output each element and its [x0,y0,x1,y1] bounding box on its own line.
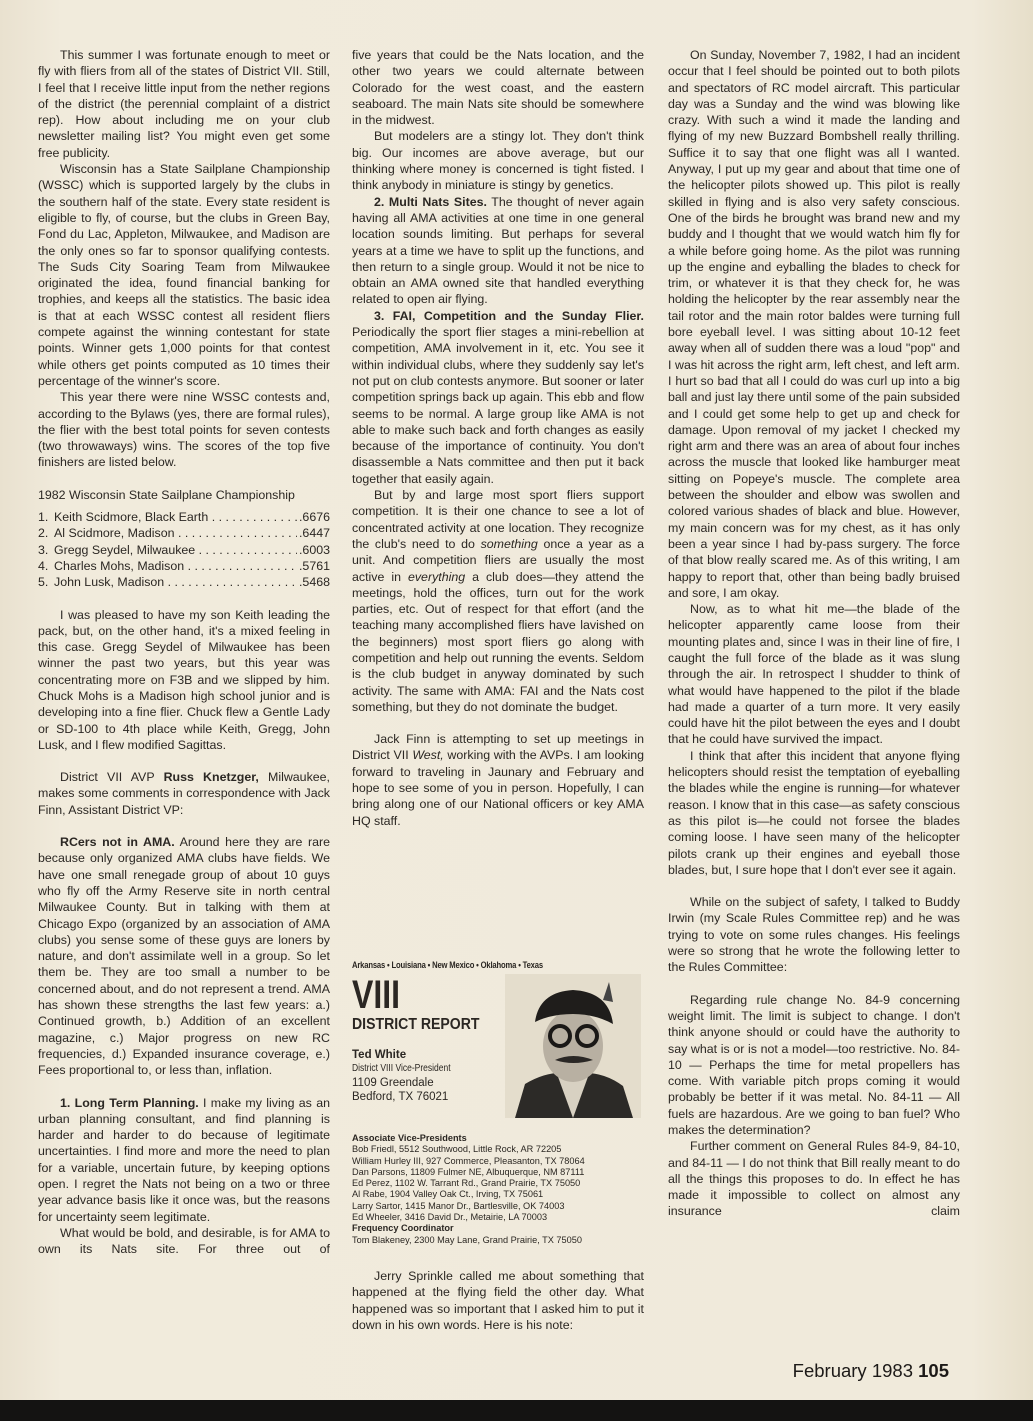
standings-title: 1982 Wisconsin State Sailplane Championship [38,487,295,502]
text-run: Further comment on General Rules 84-9, 84-10, and 84-11 — I do not think that Bill really meant to do all the things this proposes to do. In effect he has made it impossible to collect on almost any insurance claim [668,1139,960,1219]
competitor-name: Keith Scidmore, Black Earth . . . [54,509,297,525]
standings-row [38,574,330,590]
article-paragraph [38,834,330,1078]
competitor-name: John Lusk, Madison . . . [54,574,297,590]
article-paragraph [38,769,330,818]
associate-vp: Dan Parsons, 11809 Fulmer NE, Albuquerque, NM 87111 [352,1166,585,1177]
standings-row [38,509,330,525]
score: .6003 [298,542,330,557]
jerry-sprinkle-intro: Jerry Sprinkle called me about something that happened at the flying field the other day. What happened was so important that I asked him to put it down in his own words. Here is his note: [352,1269,644,1332]
text-run: Wisconsin has a State Sailplane Championship (WSSC) which is supported largely by the clubs in the southern half of the state. Every state resident is eligible to fly, of course, but the clubs in Green Bay, Fond du Lac, Appleton, Milwaukee, and Madison are the only ones so far to sponsor qualifying contests. The Suds City Soaring Team from Milwaukee originated the idea, found financial banking for trophies, and keeps all the statistics. The basic idea is that at each WSSC contest all resident fliers compete against the winning contestant for state points. Winner gets 1,000 points for that contest while others get points computed as 10 times their percentage of the winner's score. [38,162,330,388]
article-paragraph [38,161,330,389]
text-run: five years that could be the Nats location, and the other two years we could alternate between Colorado for the west coast, and the eastern seaboard. The main Nats site should be somewhere in the midwest. [352,48,644,128]
article-paragraph [38,1095,330,1225]
page-number: 105 [918,1360,949,1381]
italic-run: everything [407,569,466,584]
article-paragraph [668,601,960,748]
text-run: While on the subject of safety, I talked to Buddy Irwin (my Scale Rules Committee rep) and he was trying to vote on some rules changes. His feelings were so strong that he wrote the following letter to the Rules Committee: [668,895,960,975]
text-run: Milwaukee, makes some comments in correspondence with Jack Finn, Assistant District VP: [38,770,330,817]
associate-vp: Bob Friedl, 5512 Southwood, Little Rock, AR 72205 [352,1144,562,1155]
score: .5761 [298,558,330,573]
standings-row [38,558,330,574]
article-paragraph [38,47,330,161]
italic-run: something [480,536,538,551]
rank: 1. [38,510,49,525]
vp-city: Bedford, TX 76021 [352,1091,449,1103]
text-run: This summer I was fortunate enough to meet or fly with fliers from all of the states of District VII. Still, I feel that I receive little input from the nether regions of the district (the perennial complaint of a district rep). How about including me on your club newsletter mailing list? You might even get some free publicity. [38,48,330,160]
article-paragraph [352,487,644,715]
district-number: VIII [352,973,401,1017]
article-paragraph [668,894,960,975]
district-report-header [352,960,644,1104]
page-footer [793,1360,949,1382]
column-1 [38,47,330,1257]
bold-run: RCers not in AMA. [60,835,175,850]
article-paragraph [668,1138,960,1219]
score: .6447 [298,526,330,541]
text-run: Now, as to what hit me—the blade of the helicopter apparently came loose from their mounting plates and, since I was in their line of fire, I caught the full force of the blade as it was slung through the air. In retrospect I shudder to think of what would have happened to the pilot if the blade had made a quarter of a turn more. It very easily could have hit the pilot between the eyes and I doubt that he could have survived the impact. [668,602,960,747]
article-paragraph [352,47,644,128]
text-run: This year there were nine WSSC contests and, according to the Bylaws (yes, there are formal rules), the flier with the best total points for seven contests (two throwaways) wins. The scores of the top five finishers are listed below. [38,390,330,470]
text-run: I think that after this incident that anyone flying helicopters should resist the temptation of eyeballing the blades while the engine is running—for whatever reason. I know that in this case—as safety conscious as this pilot is—he could not forsee the blades coming loose. I have seen many of the helicopter pilots crank up their engines and eyeball those blades, but, I sure hope that I don't ever see it again. [668,748,960,877]
rank: 2. [38,526,49,541]
associate-vp: Al Rabe, 1904 Valley Oak Ct., Irving, TX 75061 [352,1189,544,1200]
score: .6676 [298,510,330,525]
article-paragraph [352,128,644,193]
frequency-coordinator-heading: Frequency Coordinator [352,1223,454,1234]
associate-vp-list [352,1133,644,1246]
text-run: District VII AVP [60,770,164,785]
vp-title: District VIII Vice-President [352,1063,451,1074]
associate-vp: Larry Sartor, 1415 Manor Dr., Bartlesville, OK 74003 [352,1200,565,1211]
column-3 [668,47,960,1220]
associate-vp: Ed Perez, 1102 W. Tarrant Rd., Grand Prairie, TX 75050 [352,1178,581,1189]
scan-border [0,1400,1033,1421]
text-run: working with the AVPs. I am looking forward to traveling in Jaunary and February and hope to see some of you in person. Hopefully, I can bring along one of our National officers or key AMA HQ staff. [352,748,644,828]
bold-run: 3. FAI, Competition and the Sunday Flier. [374,308,644,323]
text-run: Periodically the sport flier stages a mini-rebellion at competition, AMA involvement in it, etc. You see it within individual clubs, where they suddenly say let's not put on club contests anymore. But sooner or later competition springs back up again. This ebb and flow seems to be normal. A large group like AMA is not able to make such back and forth changes as easily because of the importance of continuity. You don't disassemble a Nats committee and then put it back together that easily again. [352,325,644,486]
associates-heading: Associate Vice-Presidents [352,1133,467,1143]
competitor-name: Al Scidmore, Madison . . . [54,525,297,541]
article-paragraph [352,194,644,308]
associate-vp: Ed Wheeler, 3416 David Dr., Metairie, LA 70003 [352,1212,548,1223]
standings-row [38,542,330,558]
text-run: The thought of never again having all AMA activities at one time in one general location sounds limiting. But perhaps for several years at a time we have to split up the functions, and then return to a single group. Would it not be nice to obtain an AMA owned site that handled everything related to open air flying. [352,194,645,307]
competitor-name: Charles Mohs, Madison . . . [54,558,297,574]
text-run: On Sunday, November 7, 1982, I had an incident occur that I feel should be pointed out to both pilots and spectators of RC model aircraft. This particular day was a Sunday and the wind was blowing like crazy. With such a wind it made the landing and flying of my new Buzzard Bombshell really thrilling. Suffice it to say that one flight was all I wanted. Anyway, I put up my gear and about that time one of the helicopter pilots showed up. This pilot is really skilled in flying and is also very safety conscious. One of the birds he brought was brand new and my buddy and I thought that we would watch him fly for a while before going home. As the pilot was running up the engine and eyballing the blades to check for trim, or whatever it is that they check for, he was holding the helicopter by the rear assembly near the tail rotor and the main rotor baldes were turning full bore eyeball level. I was sitting about 10-12 feet away when all of sudden there was a loud "pop" and I was hit across the right arm, left chest, and left arm. I hurt so bad that all I could do was curl up into a big ball and just lay there until some of the pain subsided and I could get some help to get up and check for damage. Upon removal of my jacket I checked my right arm and there was an area of about four inches across the muscle that looked like hamburger meat sitting on Popeye's muscle. The complete area between the shoulder and elbow was swollen and colored various shades of black and blue. However, my main concern was for my chest, as it has only been a year since I had by-pass surgery. The force of that blow really scared me. As of this writing, I am happy to report that, other than being badly bruised and sore, I am okay. [668,48,960,600]
article-paragraph [352,731,644,829]
rank: 4. [38,558,49,573]
competitor-name: Gregg Seydel, Milwaukee . . . [54,542,297,558]
article-paragraph [38,607,330,754]
article-paragraph [352,308,644,487]
standings-row [38,525,330,541]
district-report-title: DISTRICT REPORT [352,1016,480,1033]
bold-run: 1. Long Term Planning. [60,1095,199,1110]
district-states: Arkansas • Louisiana • New Mexico • Oklahoma • Texas [352,960,543,970]
issue-date: February 1983 [792,1360,913,1381]
vp-street: 1109 Greendale [352,1077,434,1089]
vp-name: Ted White [352,1049,407,1061]
text-run: I was pleased to have my son Keith leading the pack, but, on the other hand, it's a mixed feeling in this case. Gregg Seydel of Milwaukee has been winner the past two years, but this year was concentrating more on F3B and we slipped by him. Chuck Mohs is a Madison high school junior and is developing into a fine flier. Chuck flew a Gentle Lady or SD-100 to 4th place while Keith, Gregg, John Lusk, and I flew modified Sagittas. [38,607,330,752]
column-2 [352,47,644,829]
text-run: What would be bold, and desirable, is for AMA to own its Nats site. For three out of [38,1225,330,1257]
associate-vp: William Hurley III, 927 Commerce, Pleasanton, TX 78064 [352,1155,585,1166]
article-paragraph [38,1225,330,1258]
text-run: I make my living as an urban planning consultant, and find planning is harder and harder to do because of legitimate uncertainties. I find more and more the need to plan for a variable, uncertain future, by keeping options open. I regret the Nats not being on a two or three year advance basis like it once was, but the reasons for uncertainty seem legitimate. [38,1095,330,1224]
italic-run: West, [412,748,444,763]
article-paragraph [668,47,960,601]
frequency-coordinator: Tom Blakeney, 2300 May Lane, Grand Prairie, TX 75050 [352,1234,582,1245]
text-run: a club does—they attend the meetings, hold the offices, turn out for the work parties, etc. Out of respect for that effort (and the teaching many accomplished fliers have lavished on the beginners) most sport fliers go along with competition and help out running the events. Seldom is the club budget in anyway dominated by such activity. The same with AMA: FAI and the Nats cost something, but they do not dominate the budget. [352,569,644,714]
bold-run: 2. Multi Nats Sites. [374,194,487,209]
text-run: But modelers are a stingy lot. They don't think big. Our incomes are above average, but our thinking where money is concerned is tight fisted. I think anybody in miniature is stingy by genetics. [352,129,644,193]
bold-run: Russ Knetzger, [163,770,259,785]
rank: 3. [38,542,49,557]
vp-portrait-photo [505,974,641,1118]
article-paragraph [668,992,960,1139]
article-paragraph [38,389,330,470]
score: .5468 [298,575,330,590]
text-run: But by and large most sport fliers support competition. It is their one chance to see a lot of concentrated activity at one location. They recognize the club's need to do [352,488,644,551]
standings-list [38,509,330,590]
text-run: Regarding rule change No. 84-9 concerning weight limit. The limit is subject to change. I don't think anyone should or could have the authority to say what is or is not a model—too restrictive. No. 84-10 — Perhaps the time for metal propellers has come. With variable pitch props coming it would probably be better if it was metal. No. 84-11 — All fuels are hazardous. Are we going to ban fuel? Who makes the determination? [668,992,960,1137]
text-run: Around here they are rare because only organized AMA clubs have fields. We have one small renegade group of about 10 guys who fly off the Army Reserve site in north central Milwaukee County. But in talking with them at Chicago Expo (organized by an association of AMA clubs) you sense some of these guys are loners by nature, and don't assimilate well in a group. So let them be. They are too small a number to be concerned about, and do not represent a trend. AMA has shown these strengths the last few years: a.) Continued growth, b.) Addition of an excellent magazine, c.) Major progress on new RC frequencies, d.) Expanded insurance coverage, e.) Fees proportional to, or less than, inflation. [38,835,330,1078]
text-run: once a year as a unit. And competition fliers are usually the most active in [352,536,644,584]
text-run: Jack Finn is attempting to set up meetings in District VII [352,732,644,763]
article-paragraph [668,748,960,878]
rank: 5. [38,575,49,590]
